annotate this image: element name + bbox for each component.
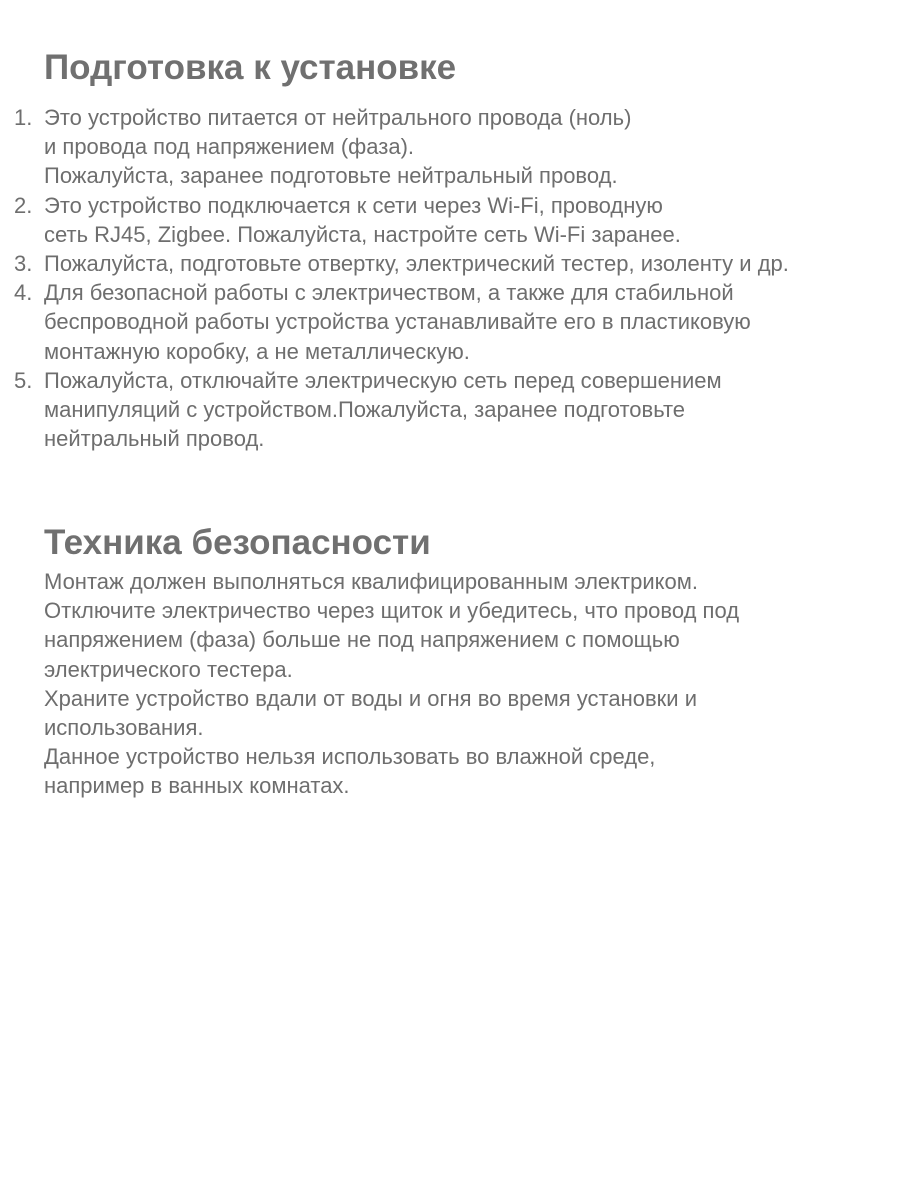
list-item-line: Пожалуйста, заранее подготовьте нейтральный провод. (44, 163, 618, 189)
list-item-line: Пожалуйста, отключайте электрическую сеть перед совершением (44, 367, 722, 393)
list-item-line: Для безопасной работы с электричеством, а также для стабильной (44, 280, 734, 306)
safety-line: например в ванных комнатах. (44, 773, 350, 799)
list-item-line: монтажную коробку, а не металлическую. (44, 338, 470, 364)
safety-line: использования. (44, 715, 204, 741)
list-item-line: Пожалуйста, подготовьте отвертку, электрический тестер, изоленту и др. (44, 251, 789, 277)
list-item-number: 2. (14, 192, 33, 218)
list-item (14, 366, 894, 454)
list-item-line: Это устройство подключается к сети через Wi-Fi, проводную (44, 192, 663, 218)
safety-line: Отключите электричество через щиток и убедитесь, что провод под (44, 598, 740, 624)
list-item-line: манипуляций с устройством.Пожалуйста, заранее подготовьте (44, 397, 686, 423)
preparation-heading: Подготовка к установке (44, 48, 457, 87)
list-item-number: 5. (14, 367, 33, 393)
list-item (14, 249, 894, 278)
safety-line: напряжением (фаза) больше не под напряжением с помощью (44, 627, 680, 653)
list-item-line: нейтральный провод. (44, 426, 265, 452)
list-item (14, 191, 894, 249)
preparation-list (14, 103, 894, 453)
list-item-number: 4. (14, 280, 33, 306)
list-item (14, 103, 894, 191)
safety-line: Храните устройство вдали от воды и огня во время установки и (44, 685, 697, 711)
list-item-line: беспроводной работы устройства устанавливайте его в пластиковую (44, 309, 751, 335)
list-item-line: Это устройство питается от нейтрального провода (ноль) (44, 105, 632, 130)
safety-line: электрического тестера. (44, 656, 293, 682)
safety-line: Монтаж должен выполняться квалифицированным электриком. (44, 569, 698, 594)
list-item-line: и провода под напряжением (фаза). (44, 134, 415, 160)
list-item-number: 1. (14, 105, 33, 130)
list-item (14, 278, 894, 366)
safety-heading: Техника безопасности (44, 523, 431, 562)
list-item-line: сеть RJ45, Zigbee. Пожалуйста, настройте сеть Wi-Fi заранее. (44, 221, 681, 247)
safety-text (44, 567, 894, 801)
safety-line: Данное устройство нельзя использовать во влажной среде, (44, 744, 656, 770)
list-item-number: 3. (14, 251, 33, 277)
